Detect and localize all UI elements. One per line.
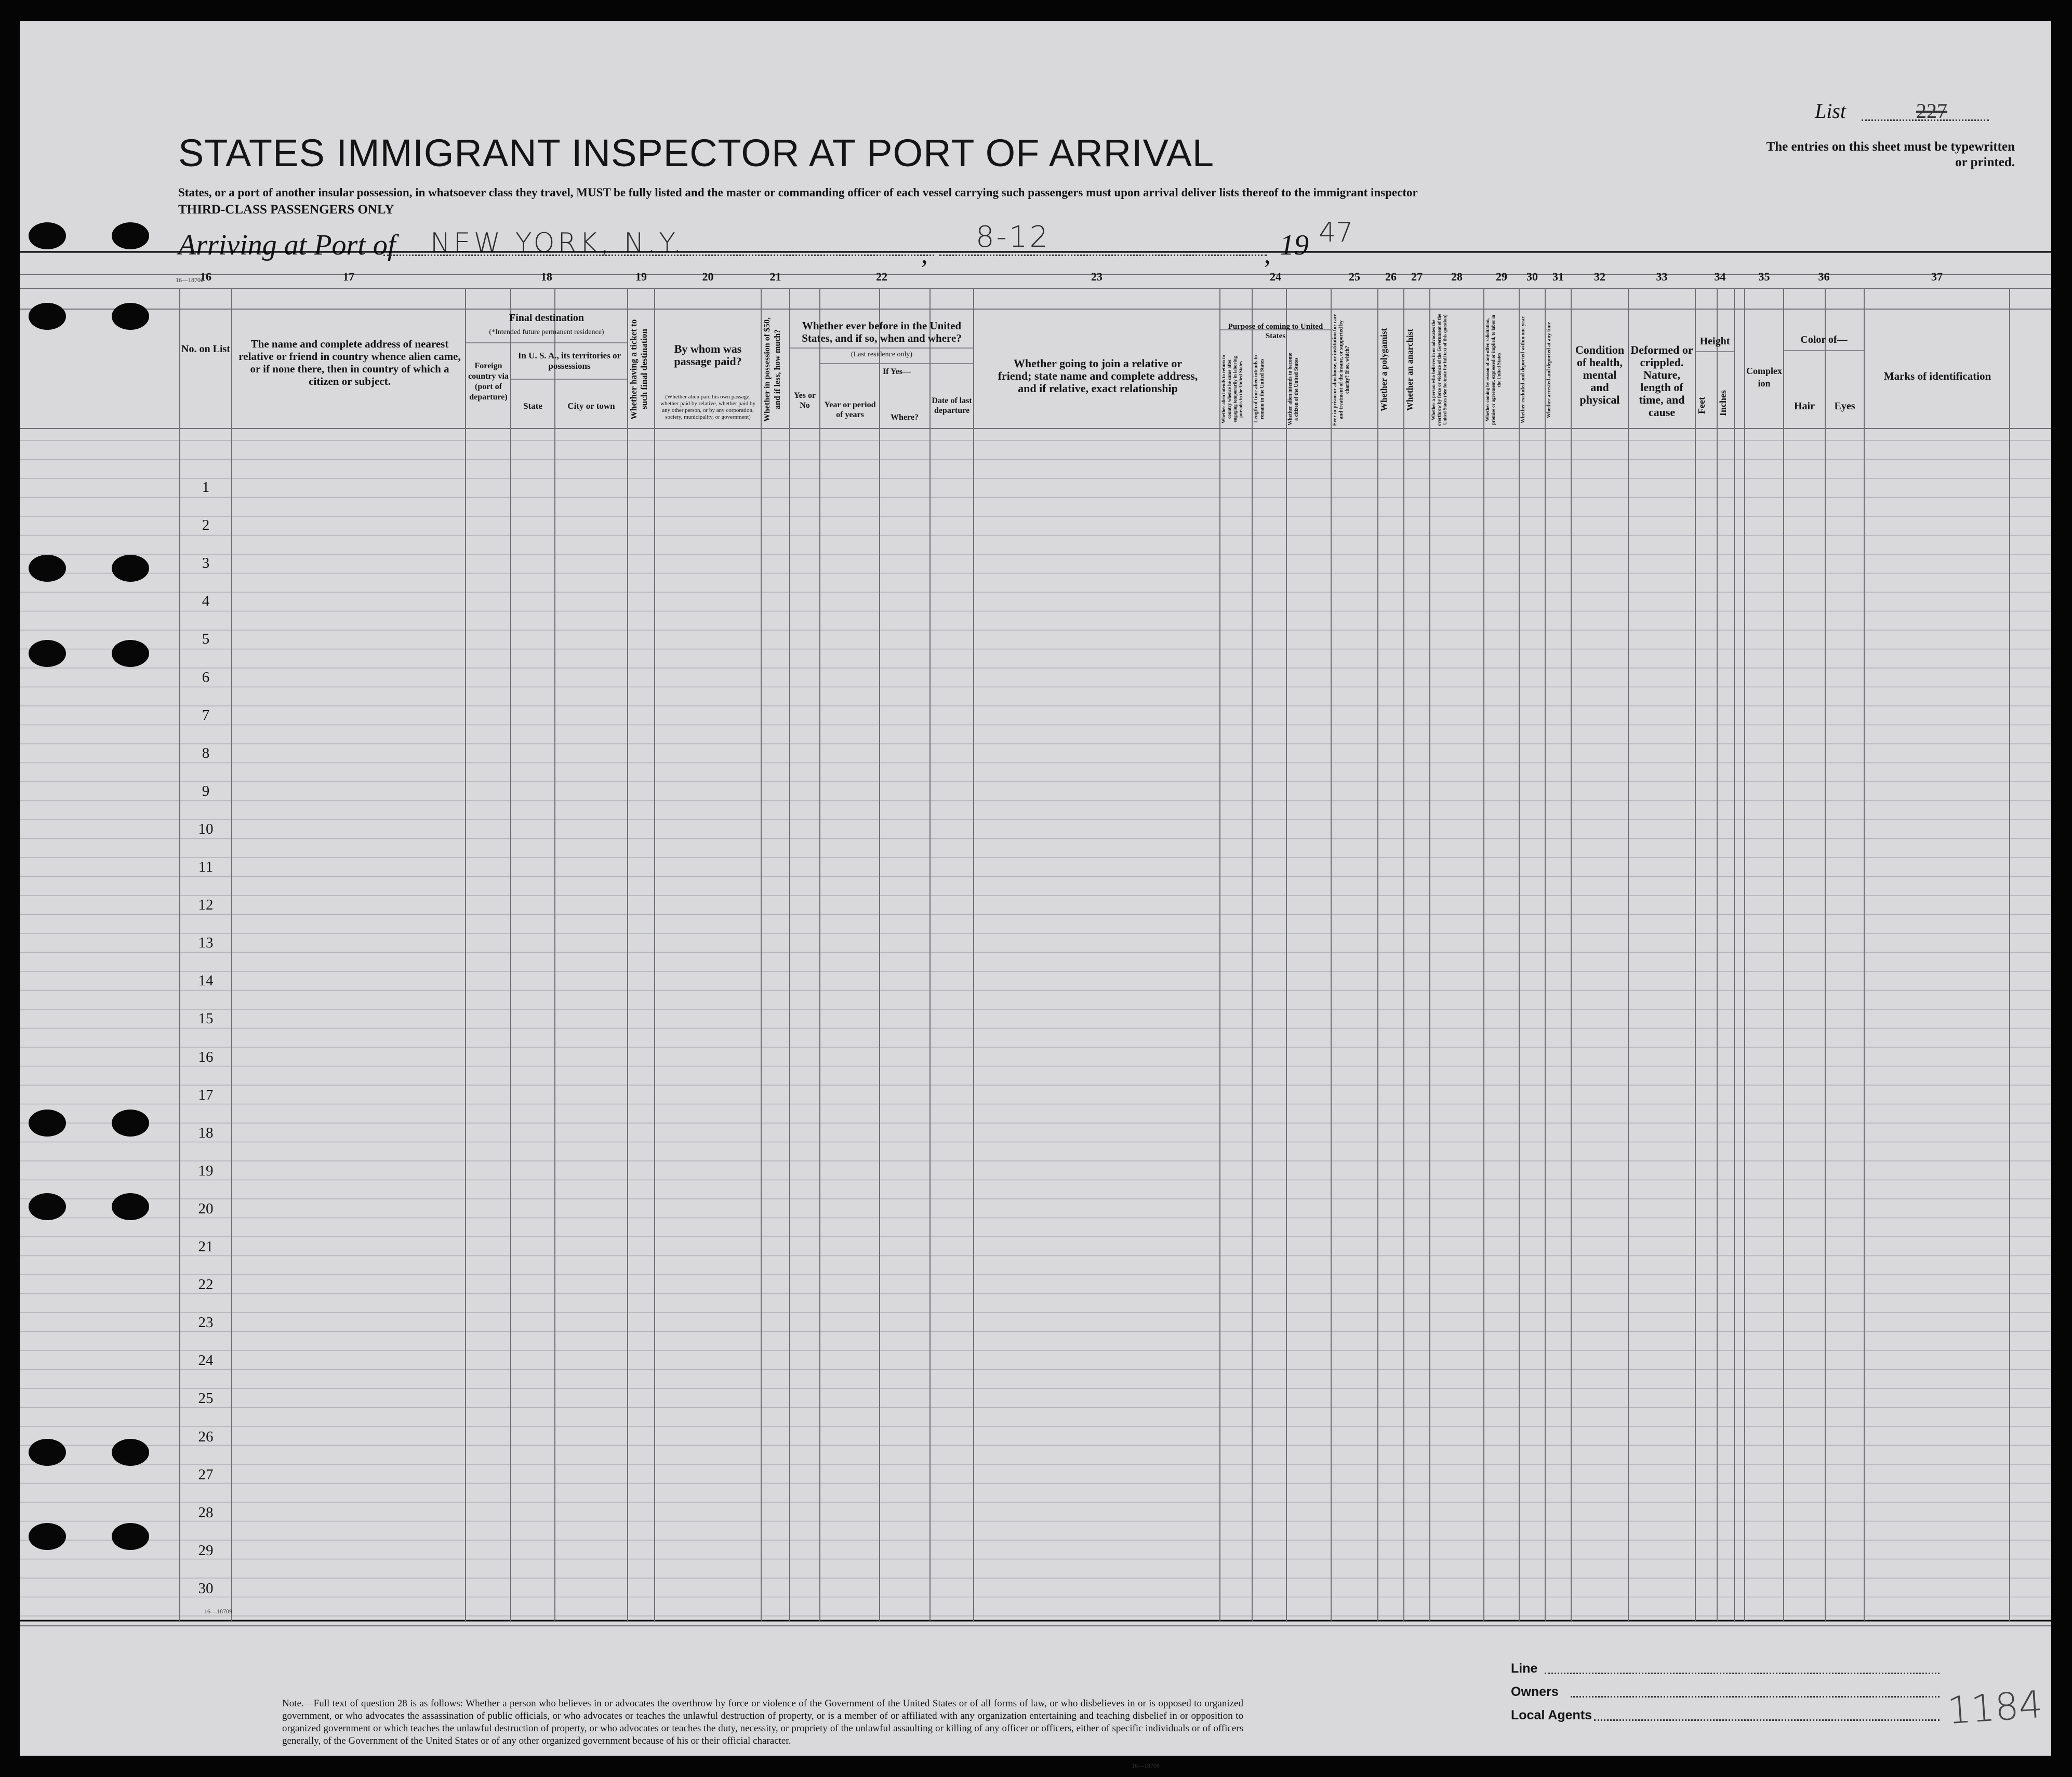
row-number: 10 (198, 820, 214, 837)
row-number: 12 (198, 897, 214, 914)
port-value: NEW YORK, N.Y. (430, 228, 685, 259)
header-polygamist: Whether a polygamist (1379, 328, 1389, 412)
punch-hole (112, 303, 149, 330)
header-height: Height (1699, 336, 1730, 347)
header-state: State (523, 401, 542, 411)
punch-hole (29, 1110, 66, 1137)
header-anarchist: Whether an anarchist (1405, 328, 1415, 411)
row-number: 24 (198, 1352, 214, 1369)
header-ever-before: Whether ever before in the United States, and if so, when and where? (802, 319, 962, 344)
year-value: 47 (1319, 217, 1353, 248)
punch-hole (112, 640, 149, 667)
colnum-35: 35 (1758, 270, 1770, 283)
colnum-19: 19 (635, 270, 647, 283)
row-number: 15 (198, 1010, 214, 1027)
row-number: 27 (198, 1466, 214, 1483)
punch-hole (29, 303, 66, 330)
comma-2: , (1264, 239, 1271, 269)
row-number: 5 (202, 631, 210, 648)
header-foreign-country: Foreign country via (port of departure) (468, 362, 509, 402)
header-year-period: Year or period of years (824, 400, 876, 419)
comma-1: , (921, 239, 928, 269)
list-value: 227 (1916, 99, 1947, 123)
row-number: 6 (202, 669, 210, 686)
punch-hole (29, 555, 66, 582)
header-last-departure: Date of last departure (932, 396, 972, 415)
row-number: 17 (198, 1086, 214, 1103)
row-number: 7 (202, 706, 210, 724)
form-code-top: 16—18700 (176, 276, 204, 284)
colnum-34: 34 (1714, 270, 1726, 283)
row-number: 8 (202, 744, 210, 761)
colnum-37: 37 (1931, 270, 1943, 283)
punch-hole (29, 1439, 66, 1466)
header-final-destination: Final destination (509, 312, 584, 324)
header-where: Where? (891, 413, 919, 422)
colnum-36: 36 (1818, 270, 1830, 283)
row-number: 1 (202, 479, 210, 496)
row-number: 28 (198, 1504, 214, 1521)
header-join-relative: Whether going to join a relative or friend; state name and complete address, and if relative, exact relationship (998, 357, 1198, 395)
row-number: 11 (198, 859, 213, 875)
punch-hole (29, 1193, 66, 1220)
line-label: Line (1511, 1661, 1538, 1676)
row-number: 20 (198, 1200, 214, 1217)
colnum-21: 21 (769, 270, 781, 283)
row-number: 13 (198, 934, 214, 952)
pencil-number: 1184 (1946, 1682, 2044, 1733)
row-number: 3 (202, 555, 210, 572)
agents-underline (1594, 1719, 1940, 1721)
row-number: 14 (198, 972, 214, 990)
colnum-22: 22 (876, 270, 887, 283)
list-label: List (1815, 99, 1847, 123)
header-deformed: Deformed or crippled. Nature, length of time, and cause (1630, 343, 1693, 419)
agents-label: Local Agents (1511, 1708, 1592, 1722)
arriving-label: Arriving at Port of (178, 229, 396, 261)
header-if-yes: If Yes— (882, 367, 911, 376)
colnum-28: 28 (1451, 270, 1463, 283)
header-purpose-return: Whether alien intends to return to country whence he came after engaging temporarily in laboring pursuits in the United States (1221, 355, 1243, 423)
header-eyes: Eyes (1834, 400, 1855, 412)
form-code-mid: 16—18709 (204, 1608, 232, 1615)
header-labor-offer: Whether coming by reason of any offer, solicitation, promise or agreement, expressed or implied, to labor in the United States (1485, 315, 1502, 425)
punch-hole (29, 640, 66, 667)
colnum-16: 16 (200, 270, 211, 283)
row-number: 4 (202, 593, 210, 610)
row-number: 23 (198, 1314, 214, 1331)
header-arrested: Whether arrested and deported at any time (1546, 322, 1552, 418)
owners-label: Owners (1511, 1685, 1559, 1699)
header-complexion: Complexion (1746, 366, 1782, 389)
colnum-29: 29 (1496, 270, 1507, 283)
header-purpose: Purpose of coming to United States (1228, 323, 1323, 340)
header-marks: Marks of identification (1883, 370, 1991, 382)
class-line: THIRD-CLASS PASSENGERS ONLY (178, 203, 394, 217)
header-color-of: Color of— (1800, 334, 1848, 345)
colnum-18: 18 (541, 270, 552, 283)
colnum-23: 23 (1091, 270, 1103, 283)
header-overthrow: Whether a person who believes in or advocates the overthrow by force or violence of the Government of the United States (See footnote for full text of this question) (1431, 314, 1447, 426)
colnum-33: 33 (1656, 270, 1668, 283)
header-yes-no: Yes or No (793, 391, 816, 410)
entries-note: The entries on this sheet must be typewritten or printed. (1766, 140, 2015, 169)
header-health: Condition of health, mental and physical (1575, 343, 1625, 406)
row-number: 30 (198, 1580, 214, 1597)
colnum-17: 17 (343, 270, 354, 283)
punch-hole (112, 222, 149, 249)
row-number: 19 (198, 1162, 214, 1179)
colnum-27: 27 (1411, 270, 1423, 283)
colnum-26: 26 (1385, 270, 1397, 283)
row-number: 16 (198, 1048, 214, 1065)
header-excluded: Whether excluded and deported within one year (1520, 316, 1526, 423)
colnum-20: 20 (702, 270, 714, 283)
row-number: 22 (198, 1276, 214, 1293)
punch-hole (29, 1523, 66, 1550)
colnum-31: 31 (1552, 270, 1564, 283)
row-number: 21 (198, 1238, 214, 1255)
row-number: 9 (202, 782, 210, 799)
punch-hole (112, 1110, 149, 1137)
header-relative-address: The name and complete address of nearest relative or friend in country whence alien came, or if none there, then in country of which a citizen or subject. (238, 338, 461, 388)
punch-hole (112, 1439, 149, 1466)
instruction-text: States, or a port of another insular possession, in whatsoever class they travel, MUST be fully listed and the master or commanding officer of each vessel carrying such passengers must upon arrival deliver lists thereof to the immigrant inspector (178, 186, 1418, 199)
header-in-usa: In U. S. A., its territories or possessions (517, 351, 621, 371)
header-passage-paid: By whom was passage paid? (674, 342, 742, 368)
line-underline (1545, 1673, 1940, 1674)
row-number: 2 (202, 517, 210, 534)
header-fifty-dollars: Whether in possession of $50, and if less, how much? (763, 317, 782, 422)
punch-hole (112, 1523, 149, 1550)
row-number: 26 (198, 1428, 214, 1445)
owners-underline (1571, 1696, 1940, 1698)
colnum-25: 25 (1349, 270, 1360, 283)
row-number: 18 (198, 1124, 214, 1141)
header-ticket: Whether having a ticket to such final destination (629, 319, 649, 420)
colnum-24: 24 (1270, 270, 1281, 283)
footnote-question-28: Note.—Full text of question 28 is as follows: Whether a person who believes in or advocates the overthrow by force or violence of the Government of the United States or of all forms of law, or who disbelieves in or is opposed to organized government, or who advocates the assassination of public officials, or who advocates or teaches the unlawful destruction of property, or is a member of or affiliated with any organization entertaining and teaching disbelief in or opposition to organized government or which teaches the unlawful destruction of property, or who advocates or teaches the duty, necessity, or propriety of the unlawful assaulting or killing of any officer or officers, either of specific individuals or of officers generally, of the Government of the United States or of any other organized government because of his or their official character. (282, 1698, 1243, 1746)
header-purpose-citizen: Whether alien intends to become a citizen of the United States (1287, 353, 1299, 425)
header-city: City or town (567, 401, 615, 411)
header-prison: Ever in prison or almshouse, or institution for care and treatment of the insane, or supported by charity? If so, which? (1332, 313, 1350, 426)
row-number: 29 (198, 1542, 214, 1559)
manifest-sheet (20, 21, 2051, 1769)
form-code-bottom: 16—18700 (1132, 1762, 1160, 1769)
header-inches: Inches (1718, 390, 1728, 417)
header-no-on-list: No. on List (181, 343, 230, 355)
colnum-32: 32 (1594, 270, 1605, 283)
colnum-30: 30 (1526, 270, 1538, 283)
header-final-destination-sub: (*Intended future permanent residence) (489, 328, 604, 336)
header-feet: Feet (1696, 397, 1707, 415)
page-title: STATES IMMIGRANT INSPECTOR AT PORT OF ARRIVAL (178, 131, 1215, 175)
header-purpose-length: Length of time alien intends to remain in the United States (1253, 355, 1265, 423)
header-ever-before-sub: (Last residence only) (851, 351, 913, 358)
year-prefix: 19 (1280, 229, 1309, 261)
header-hair: Hair (1794, 400, 1815, 412)
row-number: 25 (198, 1390, 214, 1407)
punch-hole (112, 1193, 149, 1220)
punch-hole (112, 555, 149, 582)
date-value: 8-12 (976, 220, 1051, 254)
header-passage-paid-sub: (Whether alien paid his own passage, whether paid by relative, whether paid by any other person, or by any corporation, society, municipality, or government) (660, 394, 755, 420)
punch-hole (29, 222, 66, 249)
